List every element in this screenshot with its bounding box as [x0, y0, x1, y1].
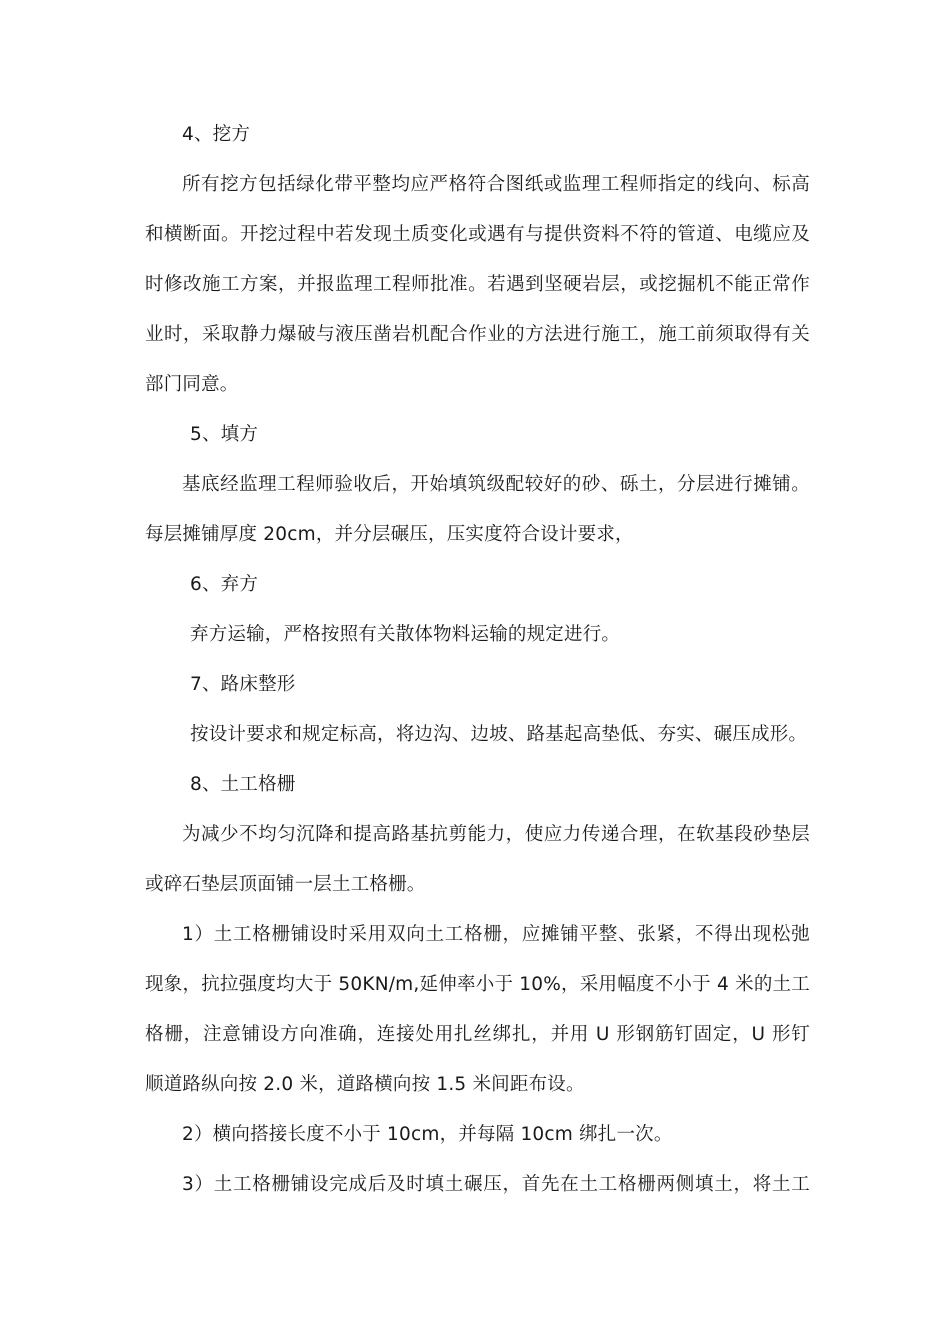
paragraph-line: 所有挖方包括绿化带平整均应严格符合图纸或监理工程师指定的线向、标高: [182, 174, 810, 195]
list-item-line: 2）横向搭接长度不小于 10cm，并每隔 10cm 绑扎一次。: [182, 1124, 673, 1145]
heading-spoil: 6、弃方: [190, 574, 259, 595]
paragraph-line: 按设计要求和规定标高，将边沟、边坡、路基起高垫低、夯实、碾压成形。: [190, 724, 808, 745]
list-item-line: 顺道路纵向按 2.0 米，道路横向按 1.5 米间距布设。: [145, 1074, 585, 1095]
paragraph-line: 和横断面。开挖过程中若发现土质变化或遇有与提供资料不符的管道、电缆应及: [145, 224, 810, 245]
paragraph-line: 为减少不均匀沉降和提高路基抗剪能力，使应力传递合理，在软基段砂垫层: [182, 824, 810, 845]
heading-subgrade-shaping: 7、路床整形: [190, 674, 296, 695]
list-item-line: 3）土工格栅铺设完成后及时填土碾压，首先在土工格栅两侧填土，将土工: [182, 1174, 810, 1195]
list-item-line: 现象，抗拉强度均大于 50KN/m,延伸率小于 10%，采用幅度不小于 4 米的土工: [145, 974, 810, 995]
paragraph-line: 基底经监理工程师验收后，开始填筑级配较好的砂、砾土，分层进行摊铺。: [182, 474, 810, 495]
heading-geogrid: 8、土工格栅: [190, 774, 296, 795]
heading-excavation: 4、挖方: [182, 124, 251, 145]
list-item-line: 1）土工格栅铺设时采用双向土工格栅，应摊铺平整、张紧，不得出现松弛: [182, 924, 810, 945]
list-item-line: 格栅，注意铺设方向准确，连接处用扎丝绑扎，并用 U 形钢筋钉固定，U 形钉: [145, 1024, 810, 1045]
paragraph-line: 或碎石垫层顶面铺一层土工格栅。: [145, 874, 426, 895]
paragraph-line: 部门同意。: [145, 374, 239, 395]
paragraph-line: 时修改施工方案，并报监理工程师批准。若遇到坚硬岩层，或挖掘机不能正常作: [145, 274, 810, 295]
heading-fill: 5、填方: [190, 424, 259, 445]
paragraph-line: 业时，采取静力爆破与液压凿岩机配合作业的方法进行施工，施工前须取得有关: [145, 324, 810, 345]
paragraph-line: 弃方运输，严格按照有关散体物料运输的规定进行。: [190, 624, 621, 645]
paragraph-line: 每层摊铺厚度 20cm，并分层碾压，压实度符合设计要求，: [145, 524, 634, 545]
